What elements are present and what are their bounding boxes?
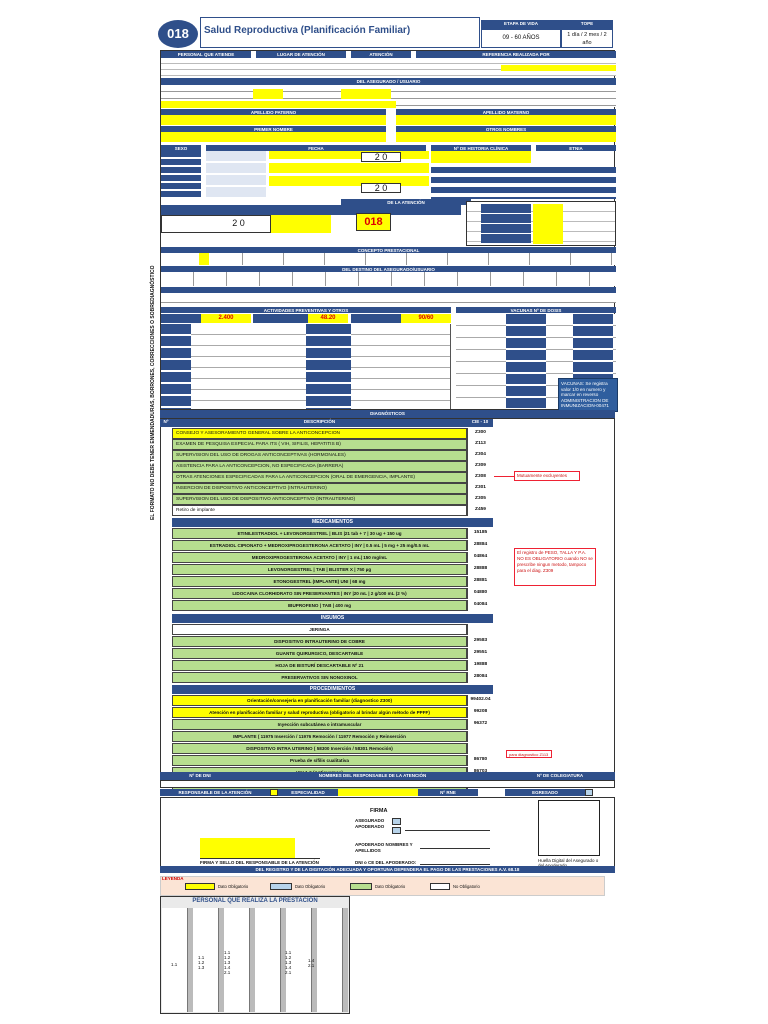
- asegurado-header: DEL ASEGURADO / USUARIO: [161, 78, 616, 85]
- legend-label-3: Dato Obligatorio: [375, 884, 406, 889]
- hosp-yellow[interactable]: [533, 204, 563, 244]
- fecha-yellow-2[interactable]: [269, 163, 429, 173]
- form-code-badge: 018: [158, 20, 198, 48]
- insumo-code: 29583: [467, 636, 493, 647]
- fecha-header: FECHA: [206, 145, 426, 151]
- especialidad-label: ESPECIALIDAD: [278, 789, 338, 796]
- personal-col-2: 1.1 1.2 1.3 1.4 2.1: [224, 950, 231, 975]
- note-exclusive: Mutuamente excluyentes: [514, 471, 580, 481]
- medicamento-row: IBUPROFENO | TAB | 400 mg: [172, 600, 467, 611]
- rne-label: Nº RNE: [418, 789, 478, 796]
- procedimiento-row: Orientación/consejería en planificación familiar (diagnostico Z300): [172, 695, 467, 706]
- footer-note: DEL REGISTRO Y DE LA DIGITACIÓN ADECUADA Y OPORTUNA DEPENDERA EL PAGO DE LAS PRESTACIONES A.V. 68.18: [160, 866, 615, 873]
- colegiatura-header: Nº DE COLEGIATURA: [505, 772, 615, 780]
- fecha-yellow-1[interactable]: [269, 151, 429, 159]
- medicamento-code: 15185: [467, 528, 493, 539]
- two-zero-c: 2 0: [232, 218, 245, 228]
- diagnostic-code: Z309: [467, 461, 493, 472]
- insumo-row: HOJA DE BISTURÍ DESCARTABLE Nº 21: [172, 660, 467, 671]
- otros-nombres-field[interactable]: [396, 132, 616, 142]
- diagnostic-row: ASISTENCIA PARA LA ANTICONCEPCION, NO ESPECIFICADA (BARRERA): [172, 461, 467, 472]
- procedimiento-code: 99402.04: [467, 695, 493, 706]
- legend-swatch-4: [430, 883, 450, 890]
- asegurado-yellow-2: [341, 89, 391, 99]
- insumos-title: INSUMOS: [172, 614, 493, 623]
- dni-apoderado-line: [420, 864, 490, 865]
- responsable-header: NOMBRES DEL RESPONSABLE DE LA ATENCIÓN: [240, 772, 505, 780]
- note-z113: para diagnostico Z113: [506, 750, 552, 758]
- destino-header: DEL DESTINO DEL ASEGURADO/USUARIO: [161, 266, 616, 272]
- vertical-warning-text: EL FORMATO NO DEBE TENER ENMENDADURAS, BORRONES, CORRECCIONES O SOBREDIAGNÓSTICO: [150, 265, 156, 520]
- insumo-row: DISPOSITIVO INTRAUTERINO DE COBRE: [172, 636, 467, 647]
- hora-yellow[interactable]: [271, 215, 331, 233]
- two-zero-b: 2 0: [361, 183, 401, 193]
- actividades-labels-2: [306, 324, 351, 409]
- asegurado-check[interactable]: [392, 818, 401, 825]
- diagnostic-row: EXAMEN DE PESQUISA ESPECIAL PARA ITS ( VIH, SIFILIS, HEPATITIS B): [172, 439, 467, 450]
- historia-field[interactable]: [431, 151, 531, 163]
- procedimiento-code: 86780: [467, 755, 493, 766]
- firma-label: FIRMA: [370, 808, 388, 814]
- peso-label: [161, 314, 201, 323]
- diagnostic-row: Retiro de implante: [172, 505, 467, 516]
- apoderado-line: [420, 848, 490, 849]
- personal-col-1: 1.1 1.2 1.3: [198, 955, 205, 970]
- note-peso: El registro de PESO, TALLA Y P.A. NO ES OBLIGATORIO cuando NO se prescribe ningun metodo, tampoco para el diag. Z309: [514, 548, 596, 586]
- talla-value: 48.20: [308, 314, 348, 323]
- procedimiento-code: 99208: [467, 707, 493, 718]
- primer-nombre-header: PRIMER NOMBRE: [161, 126, 386, 132]
- talla-label: [253, 314, 308, 323]
- concepto-lines: [161, 253, 616, 265]
- insumo-code: 28084: [467, 672, 493, 683]
- insumo-code: [467, 624, 493, 635]
- note-exclusive-line: [494, 476, 514, 477]
- diagnosticos-header: DIAGNÓSTICOS: [160, 410, 615, 418]
- procedimiento-code: [467, 731, 493, 742]
- hosp-labels: [481, 204, 531, 244]
- medicamentos-title: MEDICAMENTOS: [172, 518, 493, 527]
- concepto-header: CONCEPTO PRESTACIONAL: [161, 247, 616, 253]
- procedimiento-code: [467, 743, 493, 754]
- pa-value: 90/60: [401, 314, 451, 323]
- diagnostic-code: Z305: [467, 494, 493, 505]
- diagnostic-code: Z459: [467, 505, 493, 516]
- insumo-row: PRESERVATIVOS SIN NONOXINOL: [172, 672, 467, 683]
- diagnostic-code: Z300: [467, 428, 493, 439]
- diag-col-num: Nº: [160, 419, 172, 427]
- firma-sello-box[interactable]: [200, 838, 295, 858]
- diagnostic-row: SUPERVISION DEL USO DE DISPOSITIVO ANTICONCEPTIVO (INTRAUTERINO): [172, 494, 467, 505]
- apellido-paterno-header: APELLIDO PATERNO: [161, 109, 386, 115]
- diag-col-desc: DESCRIPCIÓN: [172, 419, 467, 427]
- diagnostic-row: CONSEJO Y ASESORAMIENTO GENERAL SOBRE LA ANTICONCEPCION: [172, 428, 467, 439]
- insumo-row: GUANTE QUIRURGICO, DESCARTABLE: [172, 648, 467, 659]
- legend-swatch-3: [350, 883, 372, 890]
- medicamento-code: 28884: [467, 540, 493, 551]
- concepto-yellow[interactable]: [199, 253, 209, 265]
- procedimientos-title: PROCEDIMIENTOS: [172, 685, 493, 694]
- diagnostic-code: Z113: [467, 439, 493, 450]
- insumo-row: JERINGA: [172, 624, 467, 635]
- fecha-yellow-3[interactable]: [269, 176, 429, 186]
- form-title: Salud Reproductiva (Planificación Familiar): [200, 17, 480, 48]
- legend-label-2: Dato Obligatorio: [295, 884, 326, 889]
- atencion-lines: [161, 205, 461, 215]
- apoderado-label: APODERADO NOMBRES Y APELLIDOS: [355, 842, 413, 853]
- asegurado-apoderado-label: ASEGURADO APODERADO: [355, 818, 385, 829]
- destino-lines: [161, 272, 616, 286]
- procedimiento-row: Inyección subcutánea o intramuscular: [172, 719, 467, 730]
- diagnostic-code: Z308: [467, 472, 493, 483]
- actividades-header: ACTIVIDADES PREVENTIVAS Y OTROS: [161, 307, 451, 313]
- firma-sello-line: [200, 858, 320, 859]
- especialidad-field[interactable]: [338, 789, 418, 796]
- firma-line: [405, 830, 490, 831]
- prestacion-code: 018: [356, 213, 391, 231]
- medicamento-code: 28881: [467, 576, 493, 587]
- upper-form: [160, 50, 615, 410]
- diag-col-cie: CIE - 10: [467, 419, 493, 427]
- sexo-header: SEXO: [161, 145, 201, 151]
- dni-header: Nº DE DNI: [160, 772, 240, 780]
- sexo-block: [161, 151, 201, 199]
- tope-value: 1 día / 2 mes / 2 año: [561, 29, 613, 48]
- resp-atencion-label: RESPONSABLE DE LA ATENCIÓN: [160, 789, 270, 796]
- procedimiento-code: 96372: [467, 719, 493, 730]
- primer-nombre-field[interactable]: [161, 132, 386, 142]
- medicamento-code: 28888: [467, 564, 493, 575]
- etnia-header: ETNIA: [536, 145, 616, 151]
- apellido-paterno-field[interactable]: [161, 115, 386, 125]
- actividades-labels: [161, 324, 191, 409]
- huella-label: Huella Digital del Asegurado o: [538, 858, 599, 863]
- vacunas-header: VACUNAS Nº DE DOSIS: [456, 307, 616, 313]
- insumo-code: 29551: [467, 648, 493, 659]
- personal-table-lines: [162, 908, 348, 1012]
- asegurado-yellow-1: [253, 89, 283, 99]
- medicamento-code: 04084: [467, 600, 493, 611]
- referencia-header: REFERENCIA REALIZADA POR: [416, 51, 616, 58]
- personal-col-5: 1.1 1.2 1.3 1.4 2.1: [285, 950, 292, 975]
- tope-label: TOPE: [561, 20, 613, 29]
- diagnostic-code: Z304: [467, 450, 493, 461]
- two-zero-a: 2 0: [361, 152, 401, 162]
- apellido-materno-field[interactable]: [396, 115, 616, 125]
- medicamento-row: ESTRADIOL CIPIONATO + MEDROXIPROGESTERONA ACETATO | INY | 0.5 mL | 5 mg + 25 mg/0.5 mL: [172, 540, 467, 551]
- diagnostic-row: SUPERVISION DEL USO DE DROGAS ANTICONCEPTIVAS (HORMONALES): [172, 450, 467, 461]
- procedimiento-row: DISPOSITIVO INTRA UTERINO ( 58300 Inserción / 58301 Remoción): [172, 743, 467, 754]
- vacunas-callout: VACUNAS: Se registra valor 1/0 en numero y marcar en reverso ADMINISTRACION DE INMUNIZACION-00471: [558, 378, 618, 412]
- dni-apoderado-label: DNI o CE DEL APODERADO:: [355, 860, 417, 865]
- medicamento-row: ETINILESTRADIOL + LEVONORGESTREL | BLIS |21 tab + 7 | 30 ug + 150 ug: [172, 528, 467, 539]
- atencion-header: ATENCIÓN: [351, 51, 411, 58]
- diagnostic-code: Z301: [467, 483, 493, 494]
- personal-table-title: PERSONAL QUE REALIZA LA PRESTACIÓN: [192, 898, 318, 904]
- legend-swatch-1: [185, 883, 215, 890]
- apoderado-check[interactable]: [392, 827, 401, 834]
- resp-atencion-check[interactable]: [270, 789, 278, 796]
- medicamento-code: 04864: [467, 552, 493, 563]
- etapa-value: 09 - 60 AÑOS: [481, 29, 561, 48]
- procedimiento-row: Atención en planificación familiar y salud reproductiva (obligatorio al brindar algún método de PPFF): [172, 707, 467, 718]
- firma-sello-label: FIRMA Y SELLO DEL RESPONSABLE DE LA ATENCIÓN: [200, 860, 319, 865]
- dni-rn-block: [431, 167, 616, 199]
- de-la-atencion-header: DE LA ATENCIÓN: [341, 199, 471, 205]
- etapa-label: ETAPA DE VIDA: [481, 20, 561, 29]
- vacunas-labels: [506, 314, 546, 409]
- apellido-materno-header: APELLIDO MATERNO: [396, 109, 616, 115]
- diagnostic-row: INSERCION DE DISPOSITIVO ANTICONCEPTIVO (INTRAUTERINO): [172, 483, 467, 494]
- legend-title: LEYENDA: [162, 876, 184, 881]
- pa-label: [351, 314, 401, 323]
- legend-swatch-2: [270, 883, 292, 890]
- egresado-check[interactable]: [585, 789, 593, 796]
- legend-label-4: No Obligatorio: [453, 884, 480, 889]
- medicamento-code: 04880: [467, 588, 493, 599]
- peso-value: 2.400: [201, 314, 251, 323]
- insumo-code: 19888: [467, 660, 493, 671]
- procedimiento-row: Prueba de sífilis cualitativa: [172, 755, 467, 766]
- personal-left-value: 1.1: [171, 962, 178, 967]
- lugar-header: LUGAR DE ATENCIÓN: [256, 51, 346, 58]
- personal-header: PERSONAL QUE ATIENDE: [161, 51, 251, 58]
- otros-nombres-header: OTROS NOMBRES: [396, 126, 616, 132]
- medicamento-row: ETONOGESTREL (IMPLANTE) UNI | 68 mg: [172, 576, 467, 587]
- huella-box[interactable]: [538, 800, 600, 856]
- legend-label-1: Dato Obligatorio: [218, 884, 249, 889]
- referido-lines: [161, 293, 616, 303]
- fecha-block: [206, 151, 266, 199]
- medicamento-row: LIDOCAINA CLORHIDRATO SIN PRESERVANTES | INY |20 mL | 2 g/100 mL (2 %): [172, 588, 467, 599]
- asegurado-yellow-3: [161, 101, 396, 108]
- medicamento-row: MEDROXIPROGESTERONA ACETATO | INY | 1 mL| 150 mg/mL: [172, 552, 467, 563]
- referencia-obligatorio: [501, 65, 616, 71]
- dni-fields[interactable]: [160, 780, 615, 788]
- diagnostic-row: OTRAS ATENCIONES ESPECIFICADAS PARA LA ANTICONCEPCION (ORAL DE EMERGENCIA, IMPLANTE): [172, 472, 467, 483]
- personal-col-6: 1.4 2.1: [308, 958, 315, 968]
- egresado-label: EGRESADO: [505, 789, 585, 796]
- medicamento-row: LEVONORGESTREL | TAB | BLISTER X | 750 µg: [172, 564, 467, 575]
- historia-header: Nº DE HISTORIA CLÍNICA: [431, 145, 531, 151]
- procedimiento-row: IMPLANTE ( 11975 Inserción / 11976 Remoción / 11977 Remoción y Reinserción: [172, 731, 467, 742]
